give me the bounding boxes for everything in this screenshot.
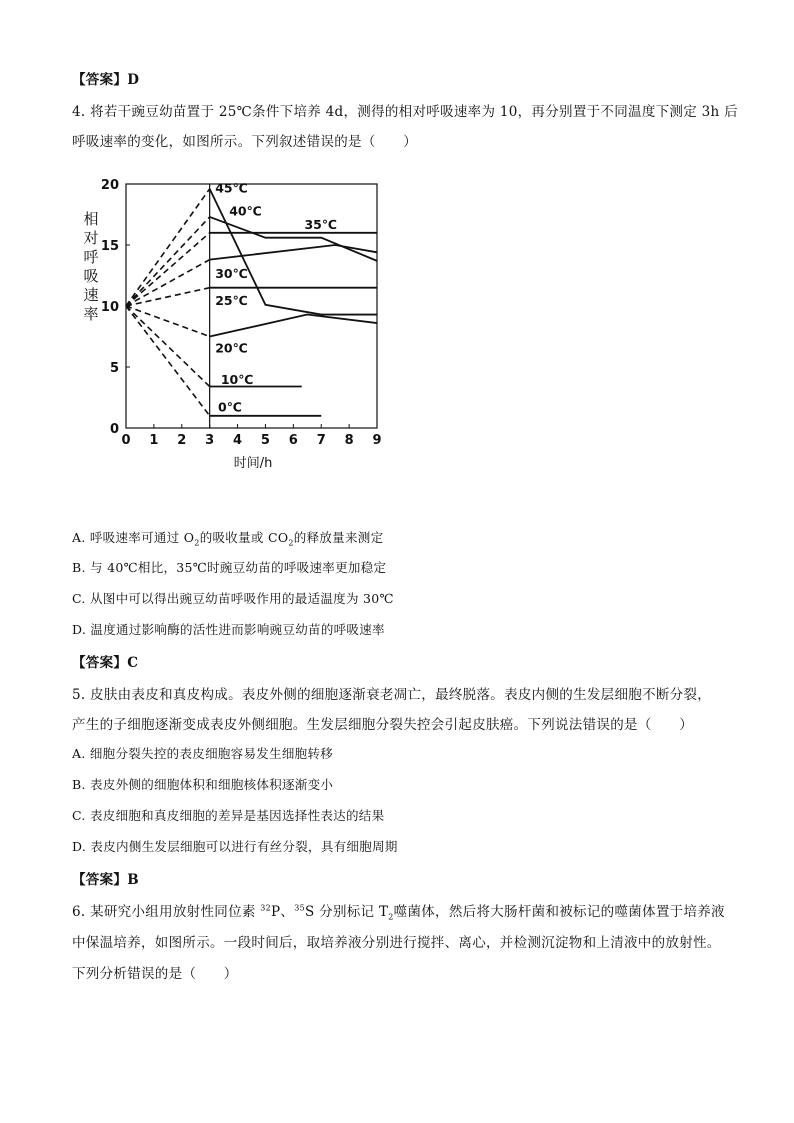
q5-option-b: B. 表皮外侧的细胞体积和细胞核体积逐渐变小 [72,777,334,792]
x-tick-label: 9 [372,433,382,448]
dashed-line-0c [126,306,210,416]
q5-stem-line2: 产生的子细胞逐渐变成表皮外侧细胞。生发层细胞分裂失控会引起皮肤癌。下列说法错误的是（ ） [72,717,693,733]
dashed-line-25c [126,288,210,306]
q4-option-a: A. 呼吸速率可通过 $O_2$的吸收量或 $CO_2$的释放量来测定 [72,530,384,548]
series-label-10c: 10℃ [220,372,254,388]
y-axis-label-char: 呼 [83,248,99,266]
q6-stem-line2: 中保温培养，如图所示。一段时间后，取培养液分别进行搅拌、离心，并检测沉淀物和上清液中的放射性。 [72,935,721,951]
q4-option-c: C. 从图中可以得出豌豆幼苗呼吸作用的最适温度为 30℃ [72,591,394,606]
chart-series [126,181,377,416]
q6-stem-line3: 下列分析错误的是（ ） [72,966,238,982]
q5-option-a: A. 细胞分裂失控的表皮细胞容易发生细胞转移 [72,746,334,761]
y-tick-label: 10 [100,300,119,315]
series-label-40c: 40℃ [229,203,262,219]
y-tick-label: 5 [109,361,119,376]
q4-answer: 【答案】C [72,655,139,671]
series-label-35c: 35℃ [304,217,338,233]
x-tick-label: 6 [288,433,298,448]
x-axis-label: 时间/h [233,456,273,468]
x-tick-label: 5 [260,433,270,448]
series-label-20c: 20℃ [215,340,248,356]
dashed-line-20c [126,306,210,337]
y-axis-label-char: 速 [83,286,99,304]
dashed-line-10c [126,306,210,387]
dashed-line-30c [126,260,210,306]
q4-option-d: D. 温度通过影响酶的活性进而影响豌豆幼苗的呼吸速率 [72,622,385,637]
q5-option-d: D. 表皮内侧生发层细胞可以进行有丝分裂，具有细胞周期 [72,839,398,854]
q3-answer: 【答案】D [72,72,140,88]
y-axis-label-char: 吸 [83,267,99,285]
y-axis-label-char: 对 [83,229,99,247]
q4-option-b: B. 与 40℃相比，35℃时豌豆幼苗的呼吸速率更加稳定 [72,560,387,575]
q6-stem-line1: 6. 某研究小组用放射性同位素 $^{32}$P、$^{35}$S 分别标记 $T_2$噬菌体，然后将大肠杆菌和被标记的噬菌体置于培养液 [72,903,725,922]
respiration-rate-chart [80,168,410,468]
series-label-0c: 0℃ [218,399,242,415]
q4-stem-line2: 呼吸速率的变化，如图所示。下列叙述错误的是（ ） [72,134,417,150]
q5-answer: 【答案】B [72,872,139,888]
x-tick-label: 4 [233,433,243,448]
y-axis-label [83,210,98,323]
y-axis-label-char: 率 [83,305,99,323]
series-label-30c: 30℃ [215,265,248,281]
q5-stem-line1: 5. 皮肤由表皮和真皮构成。表皮外侧的细胞逐渐衰老凋亡，最终脱落。表皮内侧的生发层细胞不断分裂， [72,687,712,703]
series-label-25c: 25℃ [215,292,248,308]
series-line-30c [210,245,377,260]
x-tick-label: 3 [205,433,215,448]
q4-stem-line1: 4. 将若干豌豆幼苗置于 25℃条件下培养 4d，测得的相对呼吸速率为 10，再分别置于不同温度下测定 3h 后 [72,104,738,120]
x-tick-label: 1 [149,433,159,448]
series-line-20c [210,315,377,337]
series-line-40c [210,217,377,261]
dashed-line-45c [126,189,210,306]
y-tick-label: 20 [100,178,119,193]
y-tick-label: 15 [100,239,119,254]
x-tick-label: 0 [121,433,131,448]
x-tick-label: 2 [177,433,187,448]
y-tick-label: 0 [109,422,119,437]
x-tick-label: 7 [316,433,326,448]
dashed-line-35c [126,233,210,306]
dashed-line-40c [126,217,210,306]
plot-frame [126,184,377,428]
x-tick-label: 8 [344,433,354,448]
y-axis-label-char: 相 [83,210,99,228]
series-label-45c: 45℃ [215,180,248,196]
q5-option-c: C. 表皮细胞和真皮细胞的差异是基因选择性表达的结果 [72,808,385,823]
